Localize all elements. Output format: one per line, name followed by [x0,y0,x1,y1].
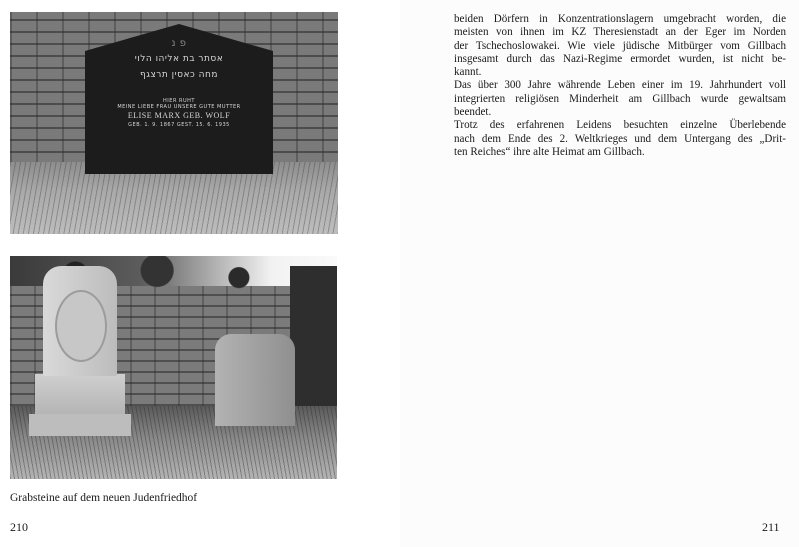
gravestone-pedestal [35,374,125,434]
text-line: nach dem Ende des 2. Weltkrieges und dem Untergang des „Drit- [454,132,786,145]
photo-sandstone-gravestones [10,256,337,479]
text-line: meisten von ihnen im KZ Theresienstadt an der Eger im Norden [454,26,786,39]
text-line: ten Reiches“ ihre alte Heimat am Gillbach. [454,145,645,158]
gravestone-german-line-2: MEINE LIEBE FRAU UNSERE GUTE MUTTER [117,104,241,110]
text-line: integrierten religiösen Minderheit am Gillbach wurde gewaltsam [454,92,786,105]
ornate-gravestone [43,266,117,376]
left-page [0,0,399,547]
right-page [400,0,799,547]
gravestone-overlay [10,12,338,234]
paragraph-3 [454,119,786,159]
paragraph-2 [454,79,786,119]
text-line: insgesamt durch das Nazi-Regime ermordet wurden, ist nicht be- [454,52,786,65]
photo-caption: Grabsteine auf dem neuen Judenfriedhof [10,492,198,504]
page-number-left: 210 [10,520,28,534]
gravestone-oval-relief [55,290,107,362]
text-line: beiden Dörfern in Konzentrationslagern umgebracht worden, die [454,13,786,25]
gravestone-dates: GEB. 1. 9. 1867 GEST. 15. 6. 1935 [128,122,230,128]
gravestone-german-line-1: HIER RUHT [163,98,195,104]
text-line: Das über 300 Jahre währende Leben einer im 19. Jahrhundert voll [454,79,786,92]
gravestone-name: ELISE MARX GEB. WOLF [127,111,231,120]
text-line: Trotz des erfahrenen Leidens besuchten einzelne Überlebende [454,119,786,132]
gravestone-hebrew-line-1: אסתר בת אליהו הלוי [134,54,224,64]
text-line: beendet. [454,106,492,119]
page-number-right: 211 [762,520,780,534]
body-text [454,13,786,159]
gravestone-hebrew-line-2: מחה כאסין תרצגף [140,70,218,80]
paragraph-1 [454,13,786,79]
text-line: der Tschechoslowakei. Wie viele jüdische Mitbürger vom Gillbach [454,39,786,52]
gravestone-hebrew-initials: פ נ [171,38,187,49]
plain-gravestone [215,334,295,426]
text-line: kannt. [454,66,482,79]
